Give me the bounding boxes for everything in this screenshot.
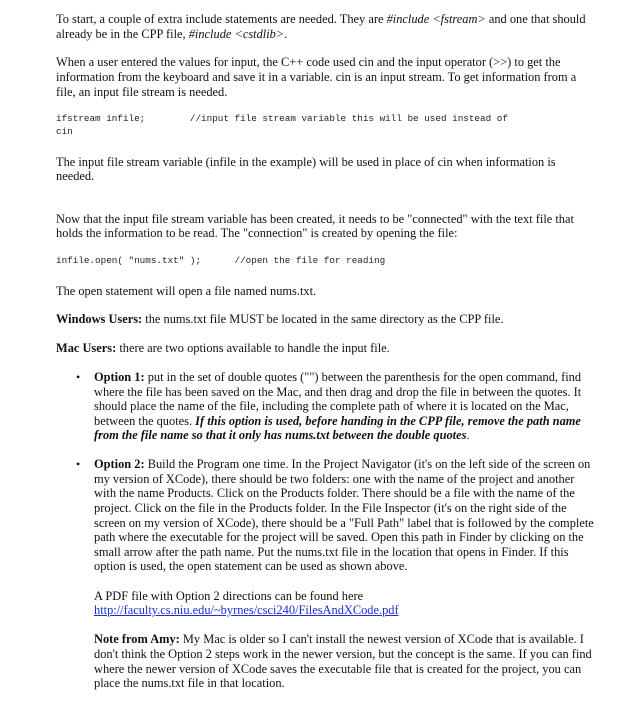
- cin-paragraph: When a user entered the values for input, the C++ code used cin and the input operator (>>) to get the information from the keyboard and save it in a variable. cin is an input stream. To get information from a file, an input file stream is needed.: [56, 55, 577, 99]
- open-code-line: infile.open( "nums.txt" ); //open the file for reading: [56, 255, 386, 267]
- document-page: [56, 12, 596, 705]
- option-1-item: [56, 370, 596, 443]
- option-1-label: Option 1:: [94, 370, 145, 385]
- intro-text-middle: and one that should already be in the CPP file,: [56, 12, 586, 41]
- code-line: ifstream infile; //input file stream variable this will be used instead of: [56, 113, 508, 125]
- note-from-amy: [94, 632, 596, 690]
- windows-users-text: the nums.txt file MUST be located in the same directory as the CPP file.: [142, 312, 504, 327]
- pdf-reference-text: A PDF file with Option 2 directions can be found here: [94, 588, 364, 603]
- mac-options-list: [56, 370, 596, 691]
- windows-users-paragraph: [56, 312, 596, 327]
- option-2-item: [56, 457, 596, 691]
- connect-paragraph: Now that the input file stream variable has been created, it needs to be "connected" with the text file that holds the information to be read. The "connection" is created by opening the file:: [56, 211, 574, 241]
- include-cstdlib: #include <cstdlib>: [188, 26, 285, 41]
- note-text: My Mac is older so I can't install the newest version of XCode that is available. I don't think the Option 2 steps work in the newer version, but the concept is the same. If you can find where the newer version of XCode saves the executable file that is created for the project, you can place the nums.txt file in that location.: [94, 632, 592, 691]
- bullet-icon: •: [76, 370, 81, 385]
- open-statement-paragraph: The open statement will open a file named nums.txt.: [56, 283, 317, 298]
- include-fstream: #include <fstream>: [386, 12, 486, 26]
- pdf-reference: [94, 589, 596, 618]
- option-1-warning: If this option is used, before handing in the CPP file, remove the path name from the file name so that it only has nums.txt between the double quotes: [94, 413, 581, 443]
- pdf-link[interactable]: http://faculty.cs.niu.edu/~byrnes/csci240/FilesAndXCode.pdf: [94, 603, 399, 618]
- declaration-code-block: [56, 113, 596, 138]
- intro-text-end: .: [284, 26, 288, 41]
- intro-text-start: To start, a couple of extra include statements are needed. They are: [56, 12, 387, 26]
- option-2-label: Option 2:: [94, 457, 145, 472]
- replace-cin-paragraph: The input file stream variable (infile in the example) will be used in place of cin when information is needed.: [56, 154, 556, 184]
- option-1-text: put in the set of double quotes ("") between the parenthesis for the open command, find where the file has been saved on the Mac, and then drag and drop the file in between the quotes. It should place the name of the file, including the complete path of where it is located on the Mac, between the quotes.: [94, 370, 582, 428]
- intro-paragraph: [56, 12, 596, 41]
- option-2-text: Build the Program one time. In the Project Navigator (it's on the left side of the screen on my version of XCode), there should be two folders: one with the name of the project and another with the name Products. Click on the Products folder. There should be a file with the name of the project. Click on the file in the Products folder. In the File Inspector (it's on the right side of the screen on my version of XCode), there should be a "Full Path" label that is followed by the complete path where the executable for the project will be saved. Open this path in Finder by clicking on the small arrow after the path name. Put the nums.txt file in the location that opens in Finder. If this option is used, the open statement can be used as shown above.: [94, 457, 594, 574]
- note-label: Note from Amy:: [94, 632, 180, 647]
- option-1-end: .: [466, 428, 470, 443]
- mac-users-label: Mac Users:: [56, 341, 117, 356]
- windows-users-label: Windows Users:: [56, 312, 143, 327]
- mac-users-text: there are two options available to handle the input file.: [116, 341, 390, 356]
- code-line: cin: [56, 125, 73, 137]
- mac-users-paragraph: [56, 341, 596, 356]
- bullet-icon: •: [76, 457, 81, 472]
